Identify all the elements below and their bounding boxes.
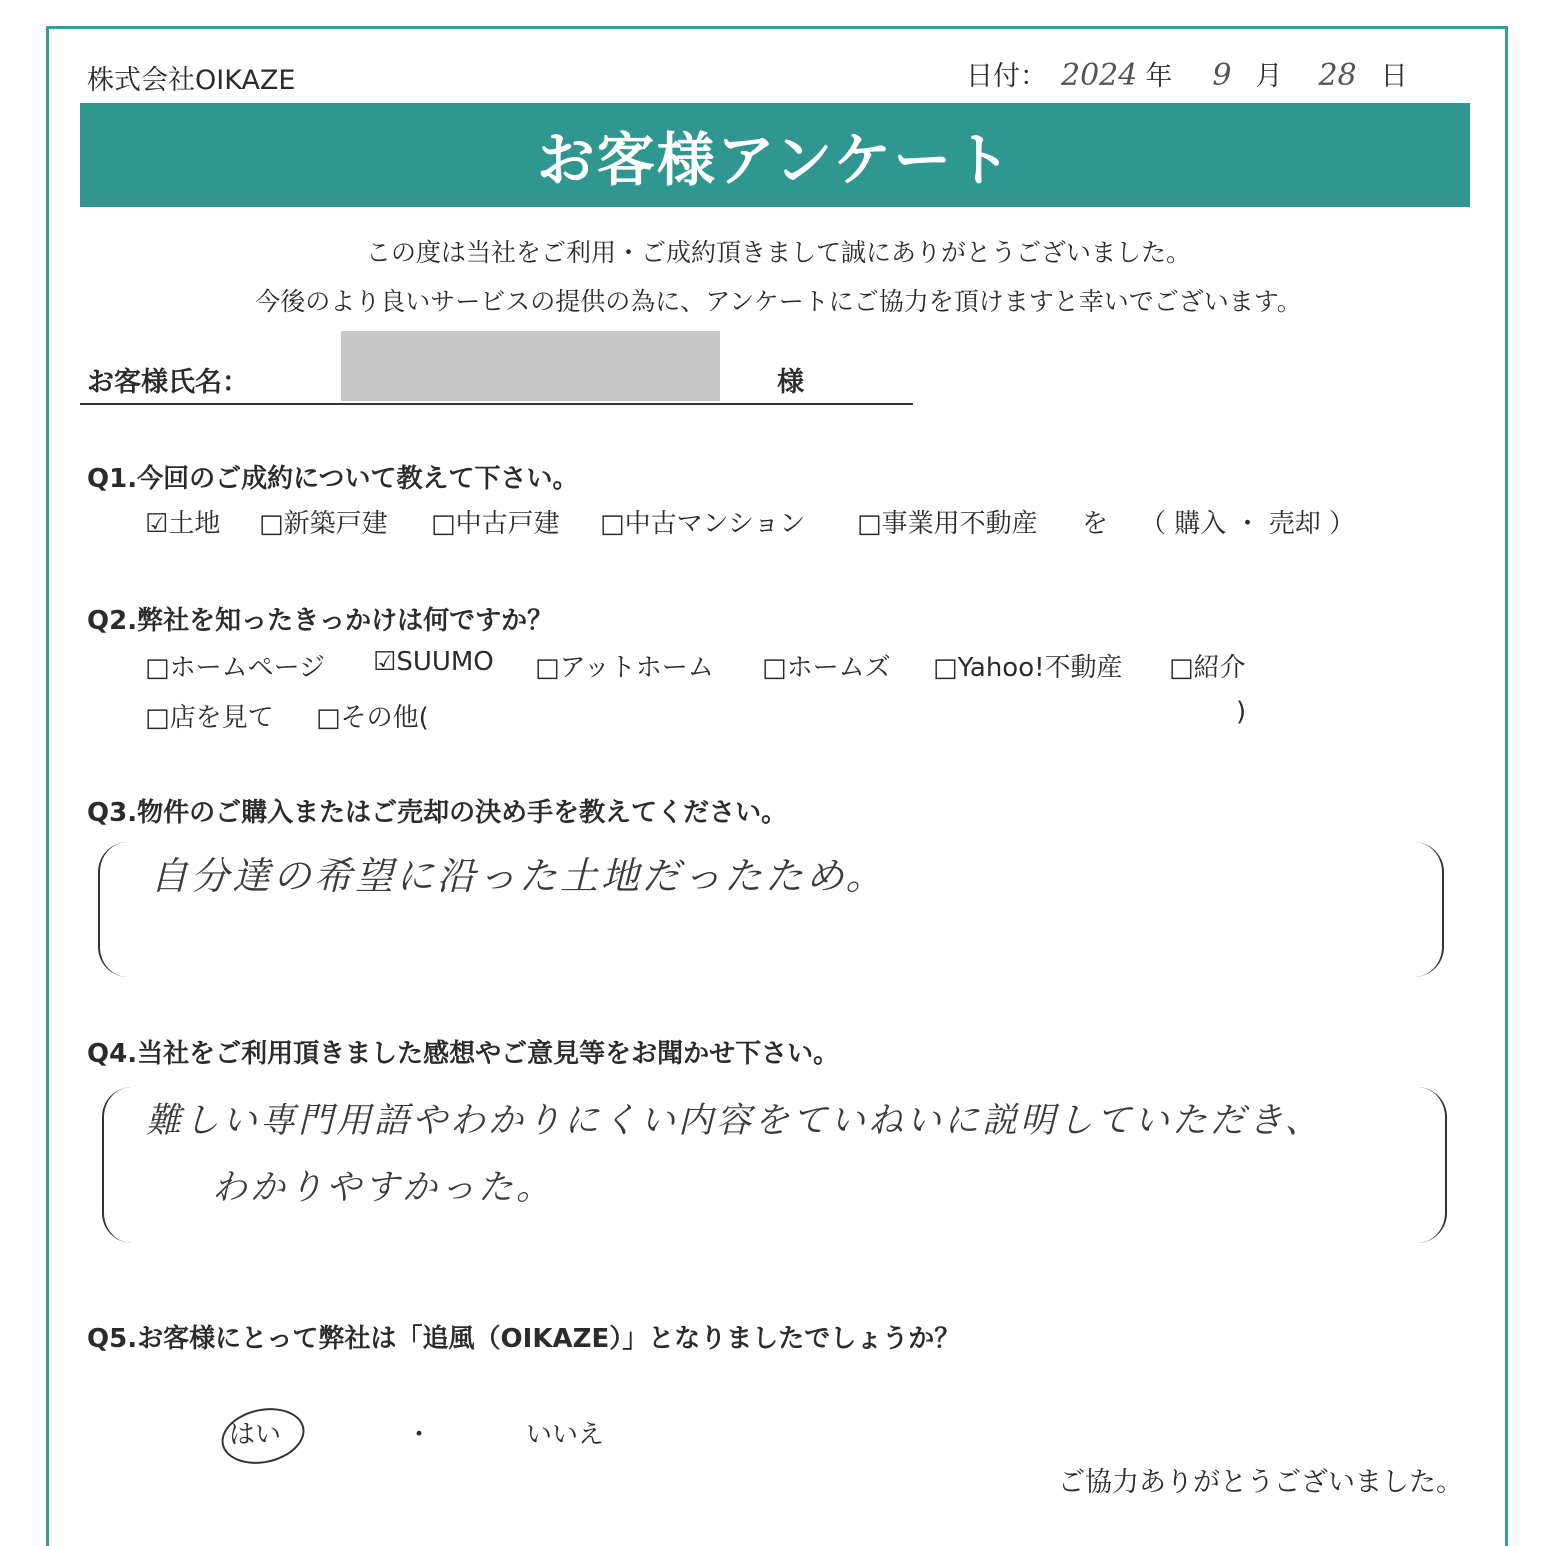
customer-name-redacted [341, 331, 720, 401]
checkbox-icon: □ [145, 653, 170, 683]
q3-question: Q3.物件のご購入またはご売却の決め手を教えてください。 [87, 798, 788, 828]
date-day-unit: 日 [1380, 61, 1408, 92]
checkbox-icon: ☑ [373, 647, 397, 677]
checkbox-icon: □ [600, 509, 625, 539]
q2-option-yahoo [933, 647, 1123, 684]
intro-line-2: 今後のより良いサービスの提供の為に、アンケートにご協力を頂けますと幸いでございます。 [255, 287, 1302, 316]
q2-option-other [316, 697, 429, 734]
q1-option-land [145, 503, 220, 540]
checkbox-icon: □ [145, 703, 170, 733]
q2-option-referral [1169, 647, 1246, 684]
q2-option-label: 店を見て [169, 703, 274, 733]
q2-option-store [145, 697, 274, 734]
q2-option-homes [762, 647, 891, 684]
checkbox-icon: ☑ [145, 509, 169, 539]
q1-option-used-house [431, 503, 560, 540]
intro-line-1: この度は当社をご利用・ご成約頂きまして誠にありがとうございました。 [365, 238, 1191, 267]
customer-name-suffix: 様 [777, 367, 804, 398]
q1-purpose: （ 購入 ・ 売却 ） [1140, 509, 1356, 539]
q5-option-yes: はい [229, 1420, 282, 1450]
q1-question: Q1.今回のご成約について教えて下さい。 [87, 464, 579, 494]
q2-option-homepage [145, 647, 325, 684]
checkbox-icon: □ [535, 653, 560, 683]
q2-other-close: ) [1236, 697, 1247, 727]
q4-answer-line-2: わかりやすかった。 [212, 1168, 555, 1208]
q5-separator: ・ [406, 1420, 433, 1450]
q2-option-label: ホームズ [786, 653, 891, 683]
q2-question: Q2.弊社を知ったきっかけは何ですか？ [87, 606, 554, 636]
q2-option-label: その他( [340, 703, 429, 733]
q1-option-used-condo [600, 503, 805, 540]
date-day-value: 28 [1318, 58, 1357, 93]
q1-option-label: 新築戸建 [283, 509, 388, 539]
checkbox-icon: □ [857, 509, 882, 539]
q1-option-label: 土地 [168, 509, 221, 539]
checkbox-icon: □ [1169, 653, 1194, 683]
q2-option-athome [535, 647, 714, 684]
checkbox-icon: □ [431, 509, 456, 539]
title-banner [80, 103, 1470, 207]
customer-name-label: お客様氏名： [87, 367, 249, 398]
date-label: 日付： [966, 61, 1047, 92]
q1-option-label: 中古戸建 [455, 509, 560, 539]
page-title: お客様アンケート [536, 126, 1014, 194]
date-month-unit: 月 [1255, 61, 1283, 92]
q3-answer: 自分達の希望に沿った土地だったため。 [150, 854, 887, 898]
footer-thanks: ご協力ありがとうございました。 [1058, 1467, 1463, 1498]
q2-option-label: 紹介 [1193, 653, 1246, 683]
checkbox-icon: □ [316, 703, 341, 733]
q5-question: Q5.お客様にとって弊社は「追風（OIKAZE）」となりましたでしょうか？ [87, 1324, 961, 1354]
q1-wo: を [1082, 509, 1109, 539]
q1-option-label: 中古マンション [624, 509, 806, 539]
checkbox-icon: □ [259, 509, 284, 539]
date-month-value: 9 [1212, 58, 1232, 93]
date-year-unit: 年 [1145, 61, 1173, 92]
q4-question: Q4.当社をご利用頂きました感想やご意見等をお聞かせ下さい。 [87, 1039, 840, 1069]
checkbox-icon: □ [762, 653, 787, 683]
q5-option-no: いいえ [526, 1420, 605, 1450]
q4-answer-line-1: 難しい専門用語やわかりにくい内容をていねいに説明していただき、 [146, 1101, 1323, 1141]
q2-option-suumo [373, 647, 494, 677]
customer-name-underline [80, 403, 913, 405]
q2-option-label: Yahoo!不動産 [957, 653, 1123, 683]
q2-option-label: アットホーム [559, 653, 714, 683]
q1-option-label: 事業用不動産 [881, 509, 1038, 539]
company-name: 株式会社OIKAZE [87, 65, 296, 96]
checkbox-icon: □ [933, 653, 958, 683]
q1-option-new-house [259, 503, 388, 540]
q2-option-label: SUUMO [396, 647, 494, 677]
q2-option-label: ホームページ [169, 653, 326, 683]
date-field [966, 54, 1408, 93]
date-year-value: 2024 [1061, 58, 1138, 93]
q1-option-business [857, 503, 1038, 540]
